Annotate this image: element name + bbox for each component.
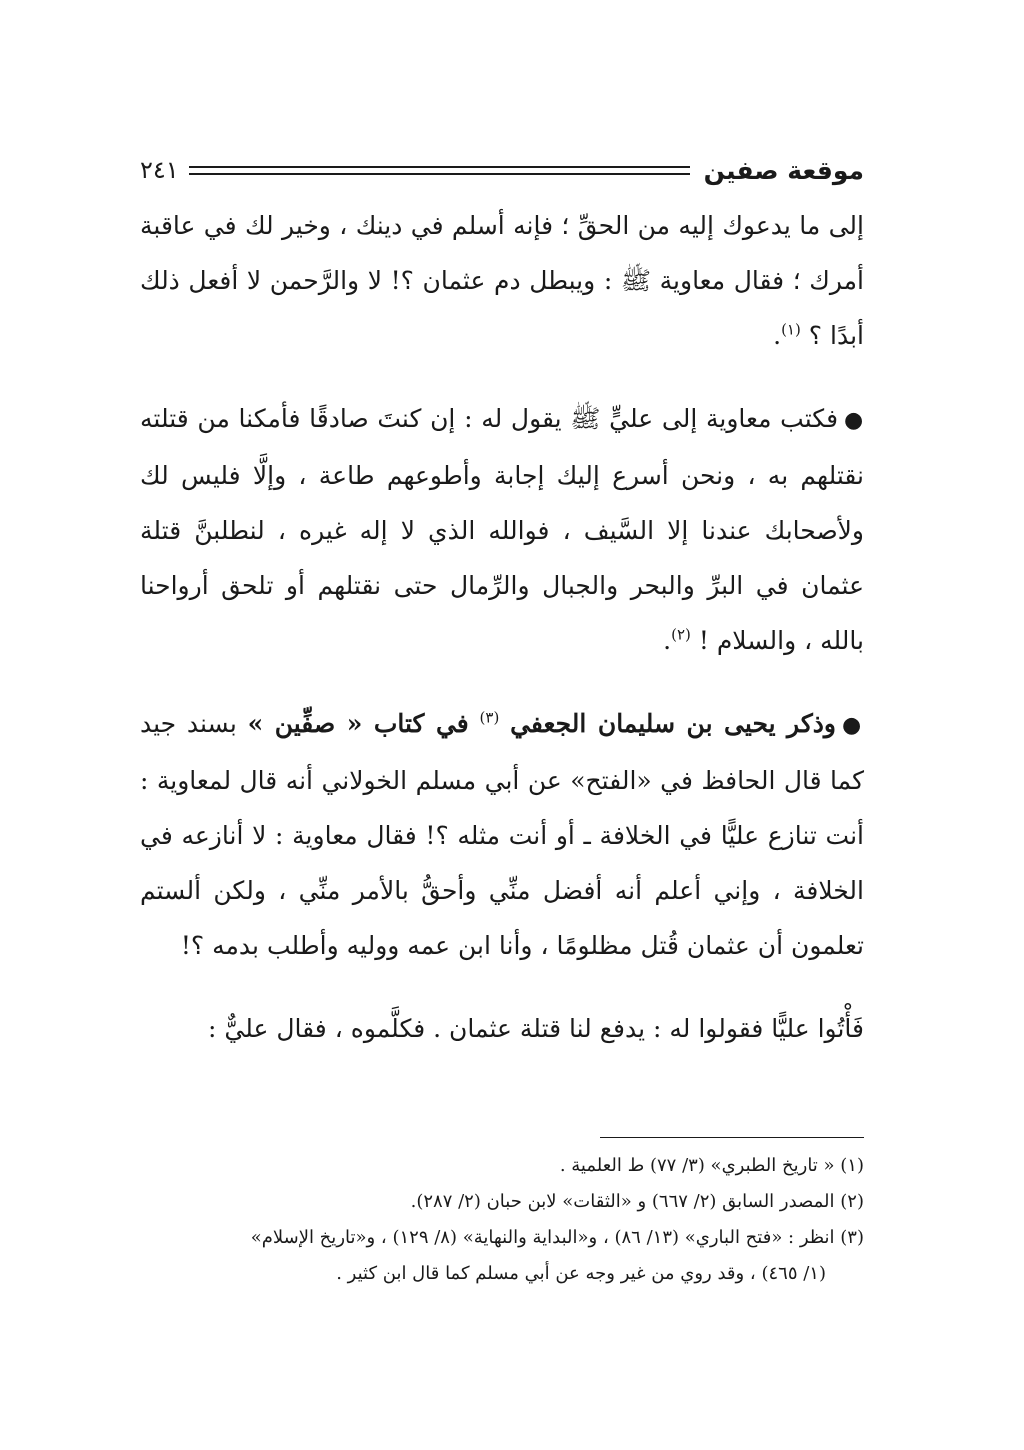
paragraph-3-lead: وذكر يحيى بن سليمان الجعفي	[510, 709, 836, 738]
footnotes	[140, 1148, 864, 1292]
bullet-icon: ●	[841, 713, 864, 738]
paragraph-2-text: فكتب معاوية إلى عليٍّ ﷺ يقول له : إن كنتَ صادقًا فأمكنا من قتلته نقتلهم به ، ونحن أسرع إليك إجابة وأطوعهم طاعة ، وإلَّا فليس لك ولأصحابك عندنا إلا السَّيف ، فوالله الذي لا إله غيره ، لنطلبنَّ قتلة عثمان في البرِّ والبحر والجبال والرِّمال حتى نقتلهم أو تلحق أرواحنا بالله ، والسلام !	[140, 404, 864, 655]
header-rule	[189, 166, 690, 175]
main-text	[140, 198, 864, 1056]
paragraph-3-text: بسند جيد كما قال الحافظ في «الفتح» عن أبي مسلم الخولاني أنه قال لمعاوية : أنت تنازع عليًّا في الخلافة ـ أو أنت مثله ؟! فقال معاوية : لا أنازعه في الخلافة ، وإني أعلم أنه أفضل منِّي وأحقُّ بالأمر منِّي ، ولكن ألستم تعلمون أن عثمان قُتل مظلومًا ، وأنا ابن عمه ووليه وأطلب بدمه ؟!	[140, 709, 864, 960]
footnote-2: (٢) المصدر السابق (٢/ ٦٦٧) و «الثقات» لابن حبان (٢/ ٢٨٧).	[410, 1191, 864, 1212]
page-header	[140, 150, 864, 190]
paragraph-2-end: .	[663, 626, 672, 655]
paragraph-2	[140, 391, 864, 668]
paragraph-1-end: .	[773, 321, 782, 350]
paragraph-4-text: فَأْتُوا عليًّا فقولوا له : يدفع لنا قتلة عثمان . فكلَّموه ، فقال عليٌّ :	[208, 1014, 864, 1043]
bullet-icon: ●	[844, 408, 864, 433]
footnote-ref-3: (٣)	[479, 708, 500, 727]
paragraph-4	[140, 1001, 864, 1056]
paragraph-1	[140, 198, 864, 363]
page-number: ٢٤١	[140, 156, 179, 184]
chapter-title: موقعة صفين	[703, 155, 864, 185]
footnote-1: (١) « تاريخ الطبري» (٣/ ٧٧) ط العلمية .	[559, 1155, 864, 1176]
paragraph-3	[140, 696, 864, 973]
footnote-3	[140, 1220, 864, 1292]
paragraph-1-text: إلى ما يدعوك إليه من الحقِّ ؛ فإنه أسلم في دينك ، وخير لك في عاقبة أمرك ؛ فقال معاوية ﷺ : ويبطل دم عثمان ؟! لا والرَّحمن لا أفعل ذلك أبدًا ؟	[140, 211, 864, 350]
footnote-ref-1: (١)	[781, 320, 801, 339]
footnote-ref-2: (٢)	[671, 625, 691, 644]
paragraph-3-book: في كتاب « صفِّين »	[247, 709, 469, 738]
footnote-3-text: (٣) انظر : «فتح الباري» (١٣/ ٨٦) ، و«البداية والنهاية» (٨/ ١٢٩) ، و«تاريخ الإسلام»	[250, 1227, 864, 1248]
footnote-separator	[600, 1137, 864, 1138]
footnote-3-continuation: (١/ ٤٦٥) ، وقد روي من غير وجه عن أبي مسلم كما قال ابن كثير .	[336, 1263, 826, 1284]
